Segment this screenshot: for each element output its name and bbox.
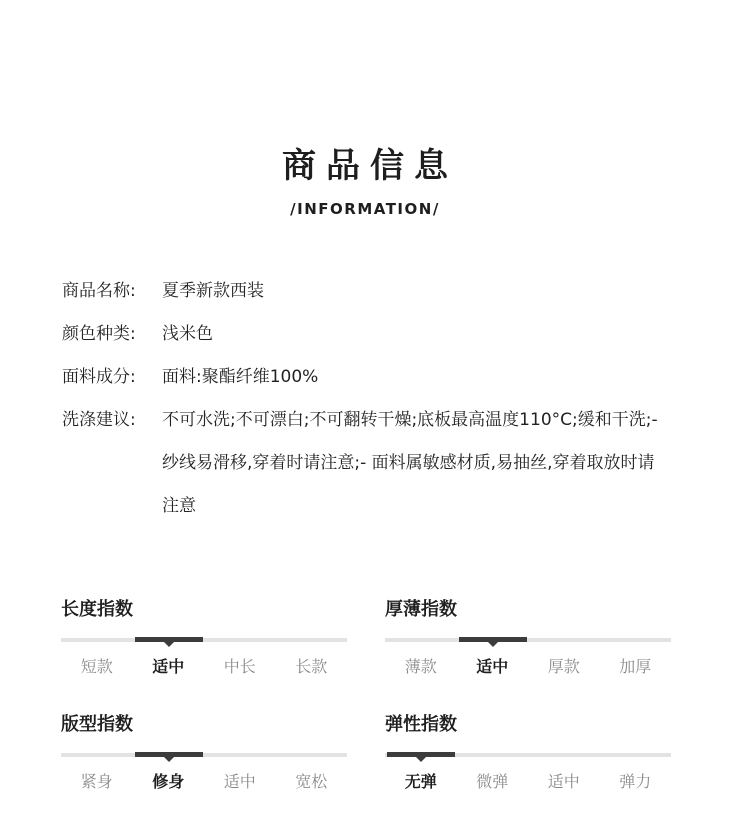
metric-options — [385, 656, 671, 678]
metric-track — [61, 638, 347, 642]
metric-options — [61, 771, 347, 793]
info-label: 洗涤建议: — [62, 410, 136, 430]
metric-option: 无弹 — [404, 772, 437, 791]
info-label: 面料成分: — [62, 367, 136, 387]
info-value: 不可水洗;不可漂白;不可翻转干燥;底板最高温度110°C;缓和干洗;- 纱线易滑移,穿着时请注意;- 面料属敏感材质,易抽丝,穿着取放时请注意 — [162, 410, 658, 516]
metric-track — [385, 753, 671, 757]
page-subtitle: /INFORMATION/ — [290, 200, 440, 218]
info-row-washing — [62, 399, 682, 528]
page-header — [0, 143, 730, 219]
metric-option: 适中 — [547, 772, 580, 791]
metric-length — [61, 598, 347, 676]
info-value: 面料:聚酯纤维100% — [162, 367, 319, 387]
info-row-color — [62, 313, 682, 356]
metric-option: 加厚 — [619, 657, 652, 676]
metric-options — [61, 656, 347, 678]
metric-option: 适中 — [476, 657, 509, 676]
metric-elasticity — [385, 713, 671, 791]
metric-title: 长度指数 — [61, 599, 133, 620]
info-row-product-name — [62, 270, 682, 313]
info-label: 颜色种类: — [62, 324, 136, 344]
metric-option: 适中 — [223, 772, 256, 791]
metric-option: 适中 — [152, 657, 185, 676]
info-label: 商品名称: — [62, 281, 136, 301]
indicator-pointer-icon — [164, 757, 174, 762]
metric-option: 宽松 — [295, 772, 328, 791]
indicator-pointer-icon — [416, 757, 426, 762]
indicator-pointer-icon — [164, 642, 174, 647]
metric-option: 薄款 — [404, 657, 437, 676]
metric-option: 长款 — [295, 657, 328, 676]
page-title: 商品信息 — [282, 146, 458, 186]
metric-options — [385, 771, 671, 793]
metric-option: 厚款 — [547, 657, 580, 676]
metric-option: 中长 — [223, 657, 256, 676]
metric-thickness — [385, 598, 671, 676]
metric-option: 紧身 — [80, 772, 113, 791]
metric-indicator — [387, 752, 455, 757]
metric-option: 修身 — [152, 772, 185, 791]
info-row-fabric — [62, 356, 682, 399]
metric-title: 版型指数 — [61, 714, 133, 735]
indicator-pointer-icon — [488, 642, 498, 647]
metric-option: 微弹 — [476, 772, 509, 791]
metric-track — [61, 753, 347, 757]
info-value: 夏季新款西装 — [162, 281, 264, 301]
info-value: 浅米色 — [162, 324, 213, 344]
product-info-list — [62, 270, 682, 528]
metric-option: 弹力 — [619, 772, 652, 791]
metric-indicator — [459, 637, 527, 642]
metric-indicator — [135, 752, 203, 757]
metric-option: 短款 — [80, 657, 113, 676]
metric-title: 厚薄指数 — [385, 599, 457, 620]
metric-indicator — [135, 637, 203, 642]
metric-fit — [61, 713, 347, 791]
metric-track — [385, 638, 671, 642]
metric-title: 弹性指数 — [385, 714, 457, 735]
